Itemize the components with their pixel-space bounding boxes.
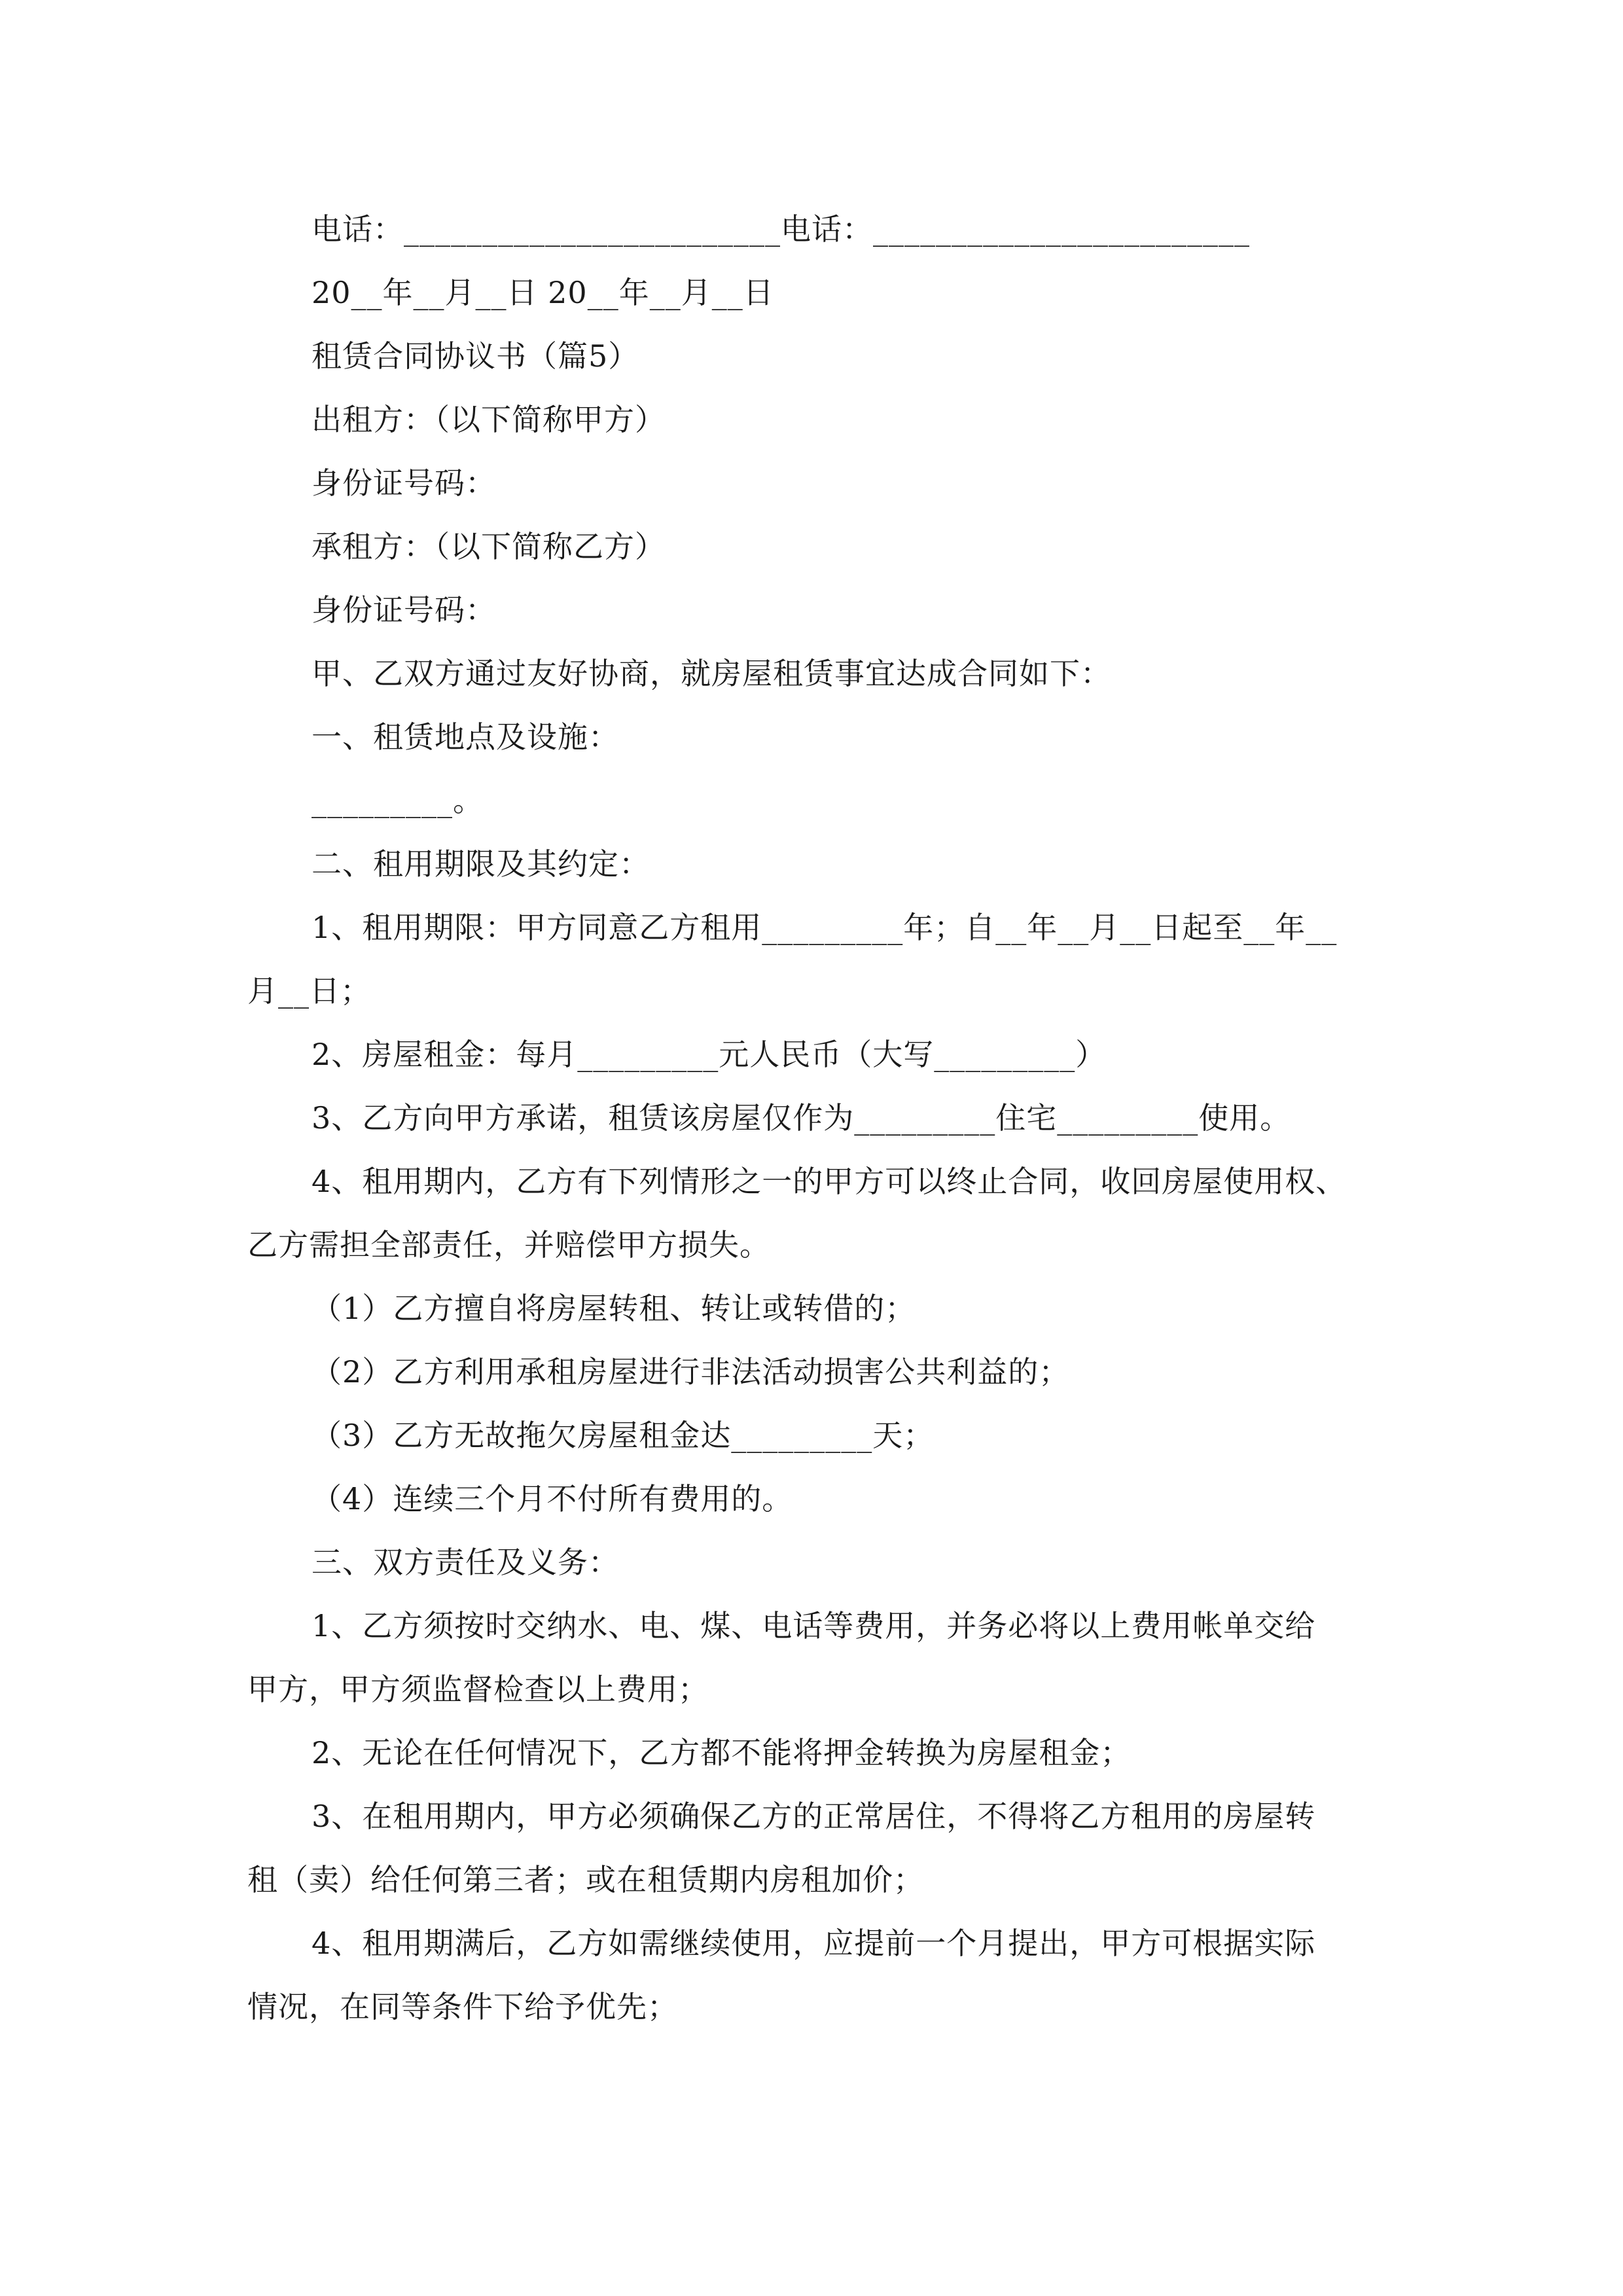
section-2-heading: 二、租用期限及其约定： [312,846,650,882]
clause-2-2: 2、房屋租金：每月_________元人民币（大写_________） [312,1037,1107,1072]
sub-clause-2: （2）乙方利用承租房屋进行非法活动损害公共利益的； [312,1354,1070,1390]
section-3-heading: 三、双方责任及义务： [312,1545,619,1580]
clause-3-4-line-2: 情况，在同等条件下给予优先； [247,1989,678,2024]
sub-clause-3: （3）乙方无故拖欠房屋租金达_________天； [312,1418,935,1453]
sub-clause-4: （4）连续三个月不付所有费用的。 [312,1481,793,1516]
phone-line [247,209,1399,249]
clause-3-2: 2、无论在任何情况下，乙方都不能将押金转换为房屋租金； [312,1735,1132,1770]
clause-3-1-line-2: 甲方，甲方须监督检查以上费用； [247,1672,709,1707]
clause-2-4-line-2: 乙方需担全部责任，并赔偿甲方损失。 [247,1227,770,1263]
date-line: 20__年__月__日 20__年__月__日 [312,275,774,310]
lessee-line: 承租方：（以下简称乙方） [312,529,666,564]
phone-blank-2: ________________________ [873,211,1250,247]
clause-3-3-line-1: 3、在租用期内，甲方必须确保乙方的正常居住，不得将乙方租用的房屋转 [312,1799,1316,1834]
clause-2-3: 3、乙方向甲方承诺，租赁该房屋仅作为_________住宅_________使用。 [312,1100,1291,1136]
clause-3-4-line-1: 4、租用期满后，乙方如需继续使用，应提前一个月提出，甲方可根据实际 [312,1926,1316,1961]
lessee-id-line: 身份证号码： [312,592,496,628]
section-1-heading: 一、租赁地点及设施： [312,719,619,755]
phone-label-1: 电话： [312,211,404,247]
lessor-line: 出租方：（以下简称甲方） [312,402,666,437]
document-title: 租赁合同协议书（篇5） [312,338,639,374]
clause-3-3-line-2: 租（卖）给任何第三者；或在租赁期内房租加价； [247,1862,924,1897]
clause-2-1-line-2: 月__日； [247,973,371,1009]
section-1-body: _________。 [312,783,484,818]
lessor-id-line: 身份证号码： [312,465,496,501]
preamble: 甲、乙双方通过友好协商，就房屋租赁事宜达成合同如下： [312,656,1111,691]
sub-clause-1: （1）乙方擅自将房屋转租、转让或转借的； [312,1291,916,1326]
phone-label-2: 电话： [781,211,873,247]
clause-2-1-line-1: 1、租用期限：甲方同意乙方租用_________年；自__年__月__日起至__年__ [312,910,1338,945]
clause-3-1-line-1: 1、乙方须按时交纳水、电、煤、电话等费用，并务必将以上费用帐单交给 [312,1608,1316,1643]
clause-2-4-line-1: 4、租用期内，乙方有下列情形之一的甲方可以终止合同，收回房屋使用权、 [312,1164,1347,1199]
phone-blank-1: ________________________ [404,211,781,247]
